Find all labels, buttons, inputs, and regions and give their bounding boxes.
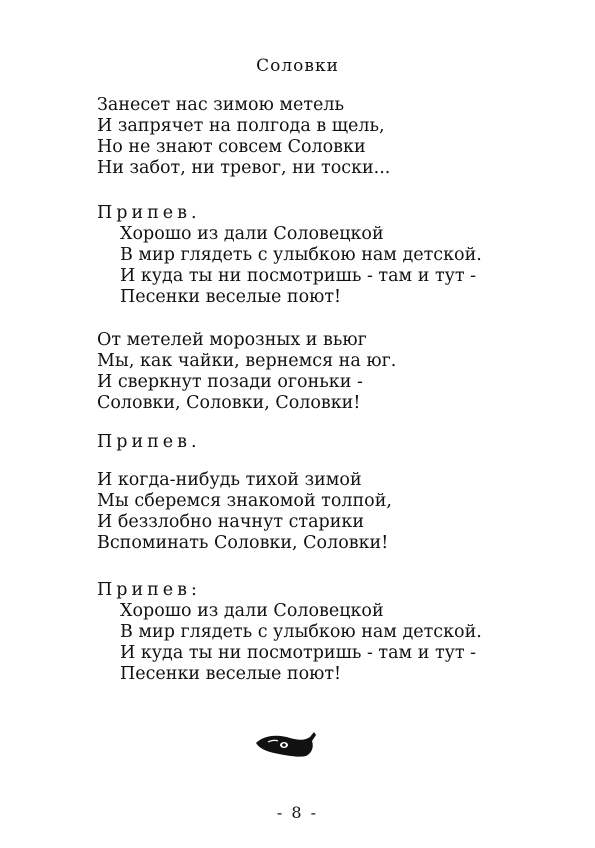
verse-line: Вспоминать Соловки, Соловки! (97, 533, 389, 553)
verse-line: И запрячет на полгода в щель, (97, 116, 385, 136)
chorus-line: Песенки веселые поют! (120, 287, 342, 307)
verse-line: И когда-нибудь тихой зимой (97, 470, 362, 490)
verse-line: Мы сберемся знакомой толпой, (97, 491, 392, 511)
chorus-line: Хорошо из дали Соловецкой (120, 601, 384, 621)
chorus-line: Песенки веселые поют! (120, 664, 342, 684)
verse-line: И сверкнут позади огоньки - (97, 372, 363, 392)
verse-line: От метелей морозных и вьюг (97, 330, 367, 350)
chorus-line: В мир глядеть с улыбкою нам детской. (120, 245, 482, 265)
verse-line: Мы, как чайки, вернемся на юг. (97, 351, 397, 371)
verse-line: Соловки, Соловки, Соловки! (97, 393, 361, 413)
chorus-label: Припев. (97, 203, 201, 223)
chorus-3 (97, 580, 482, 685)
chorus-1 (97, 203, 482, 308)
poem-title: Соловки (256, 56, 339, 76)
chorus-2 (97, 432, 201, 453)
chorus-line: И куда ты ни посмотришь - там и тут - (120, 266, 477, 286)
verse-3 (97, 470, 392, 554)
verse-2 (97, 330, 396, 414)
verse-line: И беззлобно начнут старики (97, 512, 365, 532)
verse-1 (97, 95, 390, 179)
fish-ornament-icon (254, 729, 318, 759)
chorus-line: Хорошо из дали Соловецкой (120, 224, 384, 244)
verse-line: Ни забот, ни тревог, ни тоски... (97, 158, 391, 178)
verse-line: Занесет нас зимою метель (97, 95, 345, 115)
chorus-line: В мир глядеть с улыбкою нам детской. (120, 622, 482, 642)
chorus-label: Припев. (97, 432, 201, 452)
chorus-line: И куда ты ни посмотришь - там и тут - (120, 643, 477, 663)
page-number: - 8 - (276, 803, 319, 822)
chorus-label: Припев: (97, 580, 201, 600)
verse-line: Но не знают совсем Соловки (97, 137, 366, 157)
